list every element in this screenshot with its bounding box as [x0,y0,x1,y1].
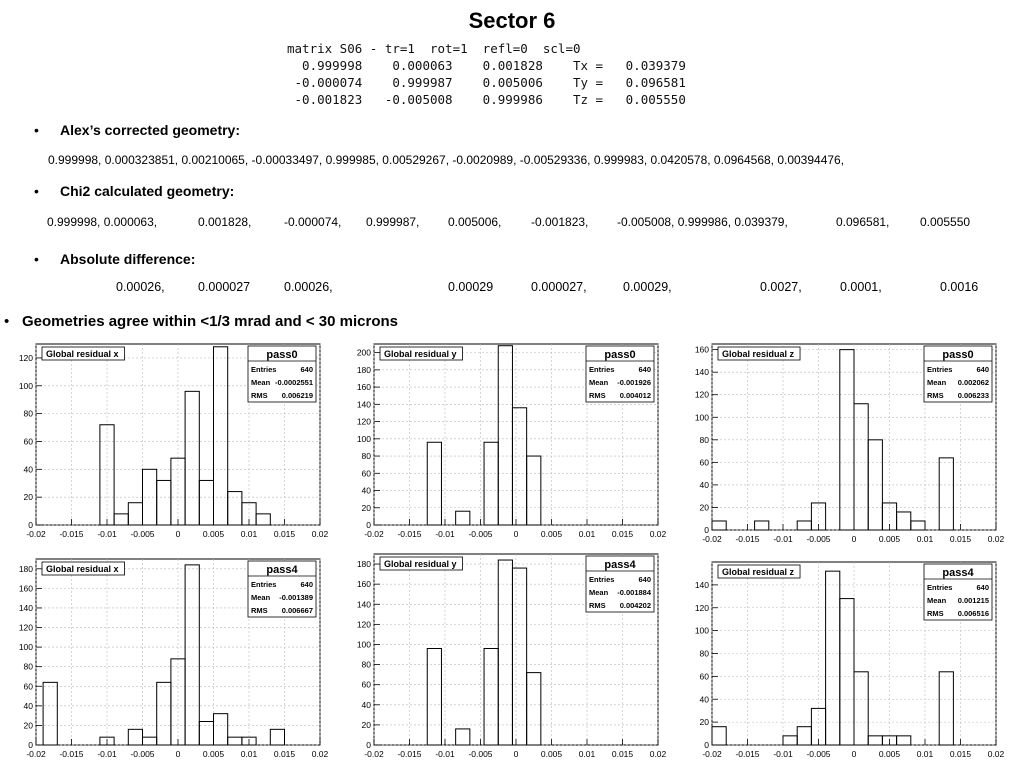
x-tick-label: 0.02 [311,529,329,539]
stat-label: Mean [927,378,947,387]
stat-label: Entries [589,575,615,584]
stat-label: RMS [251,391,268,400]
stat-label: Mean [251,378,271,387]
x-tick-label: -0.005 [130,529,155,539]
histogram-pass0-y [342,340,672,545]
x-tick-label: -0.015 [397,529,422,539]
chi2-value: 0.999987, [366,215,420,229]
x-tick-label: -0.015 [59,529,84,539]
stat-value: 640 [638,365,651,374]
stat-value: 640 [300,365,313,374]
y-tick-label: 180 [356,559,371,570]
x-tick-label: -0.02 [364,529,384,539]
y-tick-label: 60 [361,468,371,479]
stats-box [924,564,992,620]
x-tick-label: -0.005 [130,749,155,759]
x-tick-label: 0 [513,529,519,539]
y-tick-label: 20 [699,502,709,513]
pass-name: pass4 [604,559,636,571]
stat-value: 640 [638,575,651,584]
x-tick-label: -0.01 [435,529,455,539]
y-tick-label: 140 [18,602,33,613]
x-tick-label: -0.02 [26,749,46,759]
x-tick-label: 0 [851,749,857,759]
x-tick-label: 0.01 [916,749,934,759]
stat-value: 0.006233 [957,391,989,400]
x-tick-label: 0.02 [649,749,667,759]
y-tick-label: 120 [694,602,709,613]
x-tick-label: 0.005 [202,529,225,539]
y-tick-label: 200 [356,347,371,358]
y-tick-label: 160 [356,579,371,590]
x-tick-label: 0.005 [878,534,901,544]
histogram-title-box [380,347,463,360]
y-tick-label: 140 [356,399,371,410]
matrix-line: -0.001823 -0.005008 0.999986 Tz = 0.005550 [287,92,686,107]
chi2-value: 0.001828, [198,215,252,229]
pass-name: pass0 [942,349,974,361]
pass-name: pass0 [604,349,636,361]
x-tick-label: 0.01 [240,749,258,759]
y-tick-label: 120 [18,352,33,363]
y-tick-label: 140 [356,599,371,610]
y-tick-label: 0 [704,740,709,750]
histogram-title: Global residual z [722,349,795,359]
stats-box [248,346,316,402]
y-tick-label: 180 [356,364,371,375]
stat-value: 0.006219 [281,391,313,400]
x-tick-label: 0.02 [649,529,667,539]
stat-label: Entries [589,365,615,374]
stat-label: Mean [927,596,947,605]
histogram-title-box [42,562,125,575]
y-tick-label: 0 [704,525,709,535]
conclusion-text: Geometries agree within <1/3 mrad and < 30 microns [22,313,398,330]
stats-box [586,346,654,402]
y-tick-label: 40 [361,699,371,710]
x-tick-label: 0.015 [949,534,972,544]
x-tick-label: -0.01 [773,749,793,759]
alex-heading-row [34,122,240,138]
y-tick-label: 0 [28,520,33,530]
x-tick-label: 0 [513,749,519,759]
y-tick-label: 60 [699,671,709,682]
y-tick-label: 0 [366,520,371,530]
y-tick-label: 140 [694,579,709,590]
y-tick-label: 100 [18,642,33,653]
stat-label: RMS [251,606,268,615]
stat-value: -0.001884 [617,588,651,597]
x-tick-label: 0.005 [878,749,901,759]
x-tick-label: -0.005 [468,749,493,759]
y-tick-label: 0 [366,740,371,750]
matrix-line: -0.000074 0.999987 0.005006 Ty = 0.096581 [287,75,686,90]
chi2-value: 0.005006, [448,215,502,229]
y-tick-label: 120 [18,622,33,633]
chi2-heading: Chi2 calculated geometry: [60,183,235,199]
histogram-title-box [718,347,800,360]
stat-value: 0.006516 [957,609,989,618]
x-tick-label: -0.015 [735,749,760,759]
y-tick-label: 60 [23,436,33,447]
y-tick-label: 80 [361,451,371,462]
y-tick-label: 100 [356,639,371,650]
chi2-heading-row [34,183,234,199]
y-tick-label: 80 [361,659,371,670]
absdiff-heading-row [34,251,195,267]
absdiff-value: 0.000027, [531,280,587,294]
histogram-title-box [718,565,800,578]
matrix-block [287,40,686,108]
bullet-icon: • [34,122,39,138]
x-tick-label: 0.02 [987,534,1005,544]
absdiff-value: 0.00026, [284,280,333,294]
x-tick-label: 0.005 [202,749,225,759]
x-tick-label: -0.01 [435,749,455,759]
y-tick-label: 140 [694,367,709,378]
y-tick-label: 100 [356,433,371,444]
y-tick-label: 160 [356,382,371,393]
stat-value: 640 [300,580,313,589]
pass-name: pass4 [266,564,298,576]
y-tick-label: 20 [361,719,371,730]
y-tick-label: 80 [699,434,709,445]
y-tick-label: 120 [694,389,709,400]
stat-value: 0.006667 [281,606,313,615]
x-tick-label: -0.02 [702,534,722,544]
x-tick-label: -0.005 [468,529,493,539]
alex-values: 0.999998, 0.000323851, 0.00210065, -0.00033497, 0.999985, 0.00529267, -0.0020989, -0.00529336, 0.999983, 0.0420578, 0.0964568, 0.00394476, [48,153,845,167]
absdiff-value: 0.0001, [840,280,882,294]
chi2-value: 0.999998, 0.000063, [47,215,158,229]
y-tick-label: 20 [23,492,33,503]
y-tick-label: 40 [23,700,33,711]
bullet-icon: • [34,183,39,199]
histogram-title: Global residual y [384,559,457,569]
histogram-pass4-x [4,555,334,765]
x-tick-label: -0.01 [773,534,793,544]
chi2-value: 0.096581, [836,215,890,229]
y-tick-label: 0 [28,740,33,750]
histogram-title-box [42,347,125,360]
y-tick-label: 80 [699,648,709,659]
histogram-pass4-z [680,558,1010,765]
x-tick-label: 0.015 [611,529,634,539]
histogram-title: Global residual x [46,564,119,574]
absdiff-value: 0.0016 [940,280,979,294]
stat-value: -0.001926 [617,378,651,387]
absdiff-value: 0.0027, [760,280,802,294]
histogram-pass0-x [4,340,334,545]
y-tick-label: 40 [23,464,33,475]
x-tick-label: 0.015 [273,529,296,539]
x-tick-label: 0 [851,534,857,544]
bullet-icon: • [4,313,10,330]
chi2-value: -0.005008, 0.999986, 0.039379, [617,215,788,229]
x-tick-label: -0.01 [97,529,117,539]
bullet-icon: • [34,251,39,267]
stat-label: Entries [927,583,953,592]
y-tick-label: 100 [694,625,709,636]
y-tick-label: 40 [361,485,371,496]
y-tick-label: 40 [699,479,709,490]
chi2-value: 0.005550 [920,215,971,229]
x-tick-label: 0 [175,529,181,539]
matrix-line: matrix S06 - tr=1 rot=1 refl=0 scl=0 [287,41,581,56]
stats-box [586,556,654,612]
y-tick-label: 120 [356,619,371,630]
stat-label: RMS [927,609,944,618]
stat-label: Entries [251,365,277,374]
x-tick-label: 0.01 [240,529,258,539]
stat-label: RMS [927,391,944,400]
histogram-title: Global residual x [46,349,119,359]
histogram-title-box [380,557,463,570]
x-tick-label: 0.005 [540,749,563,759]
x-tick-label: 0.02 [311,749,329,759]
y-tick-label: 180 [18,563,33,574]
stat-value: 640 [976,583,989,592]
stat-label: RMS [589,391,606,400]
y-tick-label: 20 [699,717,709,728]
x-tick-label: 0.015 [273,749,296,759]
y-tick-label: 40 [699,694,709,705]
histogram-title: Global residual y [384,349,457,359]
y-tick-label: 100 [694,412,709,423]
conclusion-row [4,313,398,330]
x-tick-label: 0.01 [578,529,596,539]
pass-name: pass0 [266,349,298,361]
stat-label: Mean [589,378,609,387]
x-tick-label: 0.005 [540,529,563,539]
absdiff-value: 0.000027 [198,280,251,294]
stat-value: -0.001389 [279,593,313,602]
stat-label: Entries [251,580,277,589]
x-tick-label: -0.02 [26,529,46,539]
x-tick-label: -0.015 [397,749,422,759]
absdiff-heading: Absolute difference: [60,251,196,267]
y-tick-label: 160 [18,583,33,594]
pass-name: pass4 [942,567,974,579]
y-tick-label: 80 [23,661,33,672]
x-tick-label: 0.015 [611,749,634,759]
y-tick-label: 100 [18,380,33,391]
x-tick-label: -0.02 [702,749,722,759]
alex-heading: Alex’s corrected geometry: [60,122,240,138]
matrix-line: 0.999998 0.000063 0.001828 Tx = 0.039379 [287,58,686,73]
stat-label: RMS [589,601,606,610]
chi2-value: -0.000074, [284,215,342,229]
y-tick-label: 80 [23,408,33,419]
y-tick-label: 120 [356,416,371,427]
y-tick-label: 20 [361,502,371,513]
x-tick-label: 0.01 [578,749,596,759]
stats-box [248,561,316,617]
stat-value: 0.002062 [957,378,989,387]
x-tick-label: -0.01 [97,749,117,759]
x-tick-label: 0.02 [987,749,1005,759]
x-tick-label: -0.005 [806,749,831,759]
stats-box [924,346,992,402]
histogram-pass4-y [342,550,672,765]
y-tick-label: 160 [694,344,709,355]
stat-value: 0.001215 [957,596,989,605]
stat-label: Mean [589,588,609,597]
absdiff-value: 0.00026, [116,280,165,294]
absdiff-value: 0.00029 [448,280,494,294]
x-tick-label: -0.005 [806,534,831,544]
chi2-value: -0.001823, [531,215,589,229]
x-tick-label: 0 [175,749,181,759]
stat-label: Mean [251,593,271,602]
y-tick-label: 60 [699,457,709,468]
stat-value: 0.004012 [619,391,651,400]
x-tick-label: 0.01 [916,534,934,544]
histogram-title: Global residual z [722,567,795,577]
y-tick-label: 60 [361,679,371,690]
y-tick-label: 60 [23,681,33,692]
stat-label: Entries [927,365,953,374]
x-tick-label: -0.02 [364,749,384,759]
page-title: Sector 6 [468,8,556,33]
histogram-pass0-z [680,340,1010,550]
stat-value: -0.0002551 [275,378,313,387]
absdiff-value: 0.00029, [623,280,672,294]
stat-value: 640 [976,365,989,374]
x-tick-label: -0.015 [59,749,84,759]
x-tick-label: 0.015 [949,749,972,759]
stat-value: 0.004202 [619,601,651,610]
y-tick-label: 20 [23,720,33,731]
x-tick-label: -0.015 [735,534,760,544]
